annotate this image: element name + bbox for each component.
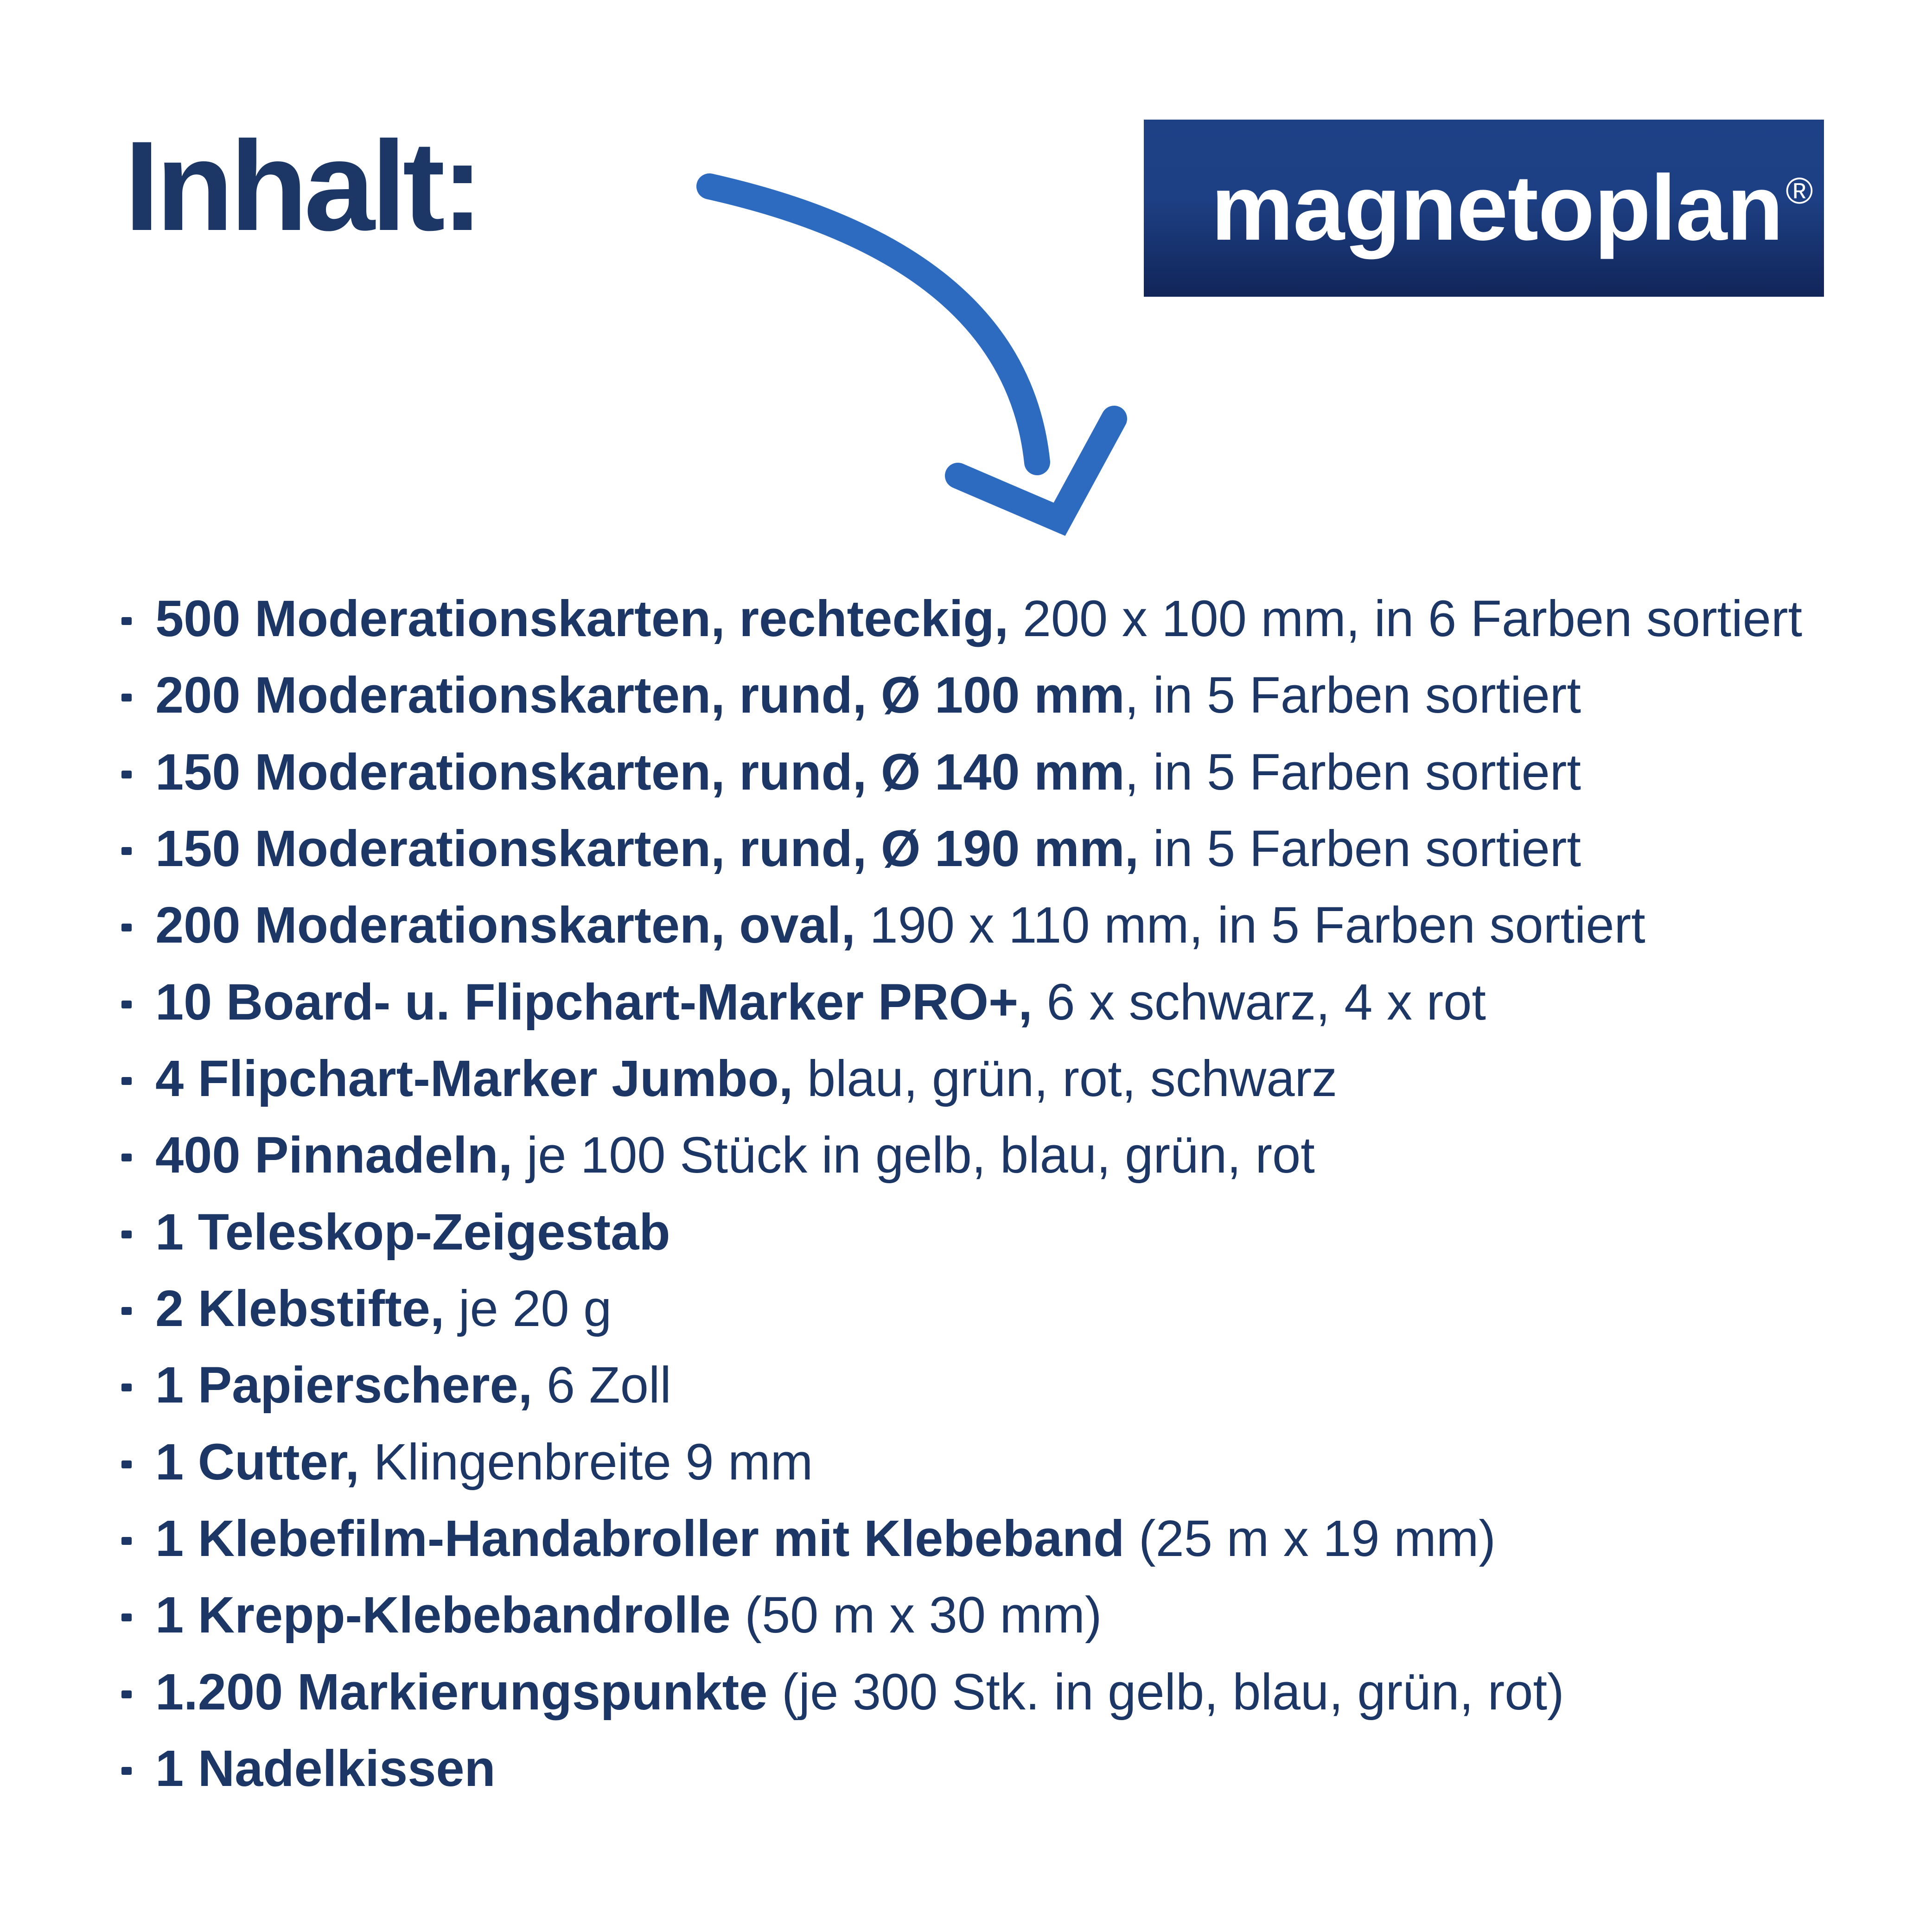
- list-item: [121, 1654, 1855, 1730]
- list-item-bold: 1 Klebefilm-Handabroller mit Klebeband: [155, 1510, 1125, 1567]
- list-item: [121, 810, 1855, 887]
- list-item: [121, 580, 1855, 657]
- bullet-icon: [121, 1460, 132, 1468]
- list-item-bold: 1 Papierschere,: [155, 1357, 533, 1414]
- list-item: [121, 1194, 1855, 1270]
- page-title: Inhalt:: [124, 115, 480, 257]
- bullet-icon: [121, 1690, 132, 1698]
- bullet-icon: [121, 1767, 132, 1775]
- list-item-bold: 400 Pinnadeln,: [155, 1127, 513, 1184]
- list-item: [121, 1117, 1855, 1193]
- list-item: [121, 1270, 1855, 1347]
- brand-logo-wrap: [1211, 155, 1813, 261]
- bullet-icon: [121, 771, 132, 778]
- list-item: [121, 1577, 1855, 1653]
- brand-logo: [1144, 120, 1824, 297]
- bullet-icon: [121, 694, 132, 701]
- list-item: [121, 734, 1855, 810]
- list-item-bold: 1 Teleskop-Zeigestab: [155, 1203, 670, 1261]
- brand-logo-text: magnetoplan: [1211, 156, 1783, 260]
- list-item-bold: 2 Klebstifte,: [155, 1280, 445, 1337]
- content-list: [121, 580, 1855, 1807]
- list-item-bold: 1 Cutter,: [155, 1433, 360, 1491]
- list-item-regular: Klingenbreite 9 mm: [359, 1433, 813, 1491]
- list-item: [121, 887, 1855, 963]
- list-item-regular: 6 x schwarz, 4 x rot: [1032, 973, 1486, 1031]
- list-item-bold: 10 Board- u. Flipchart-Marker PRO+,: [155, 973, 1033, 1031]
- bullet-icon: [121, 1384, 132, 1391]
- list-item-bold: 4 Flipchart-Marker Jumbo,: [155, 1050, 793, 1107]
- list-item-regular: , in 5 Farben sortiert: [1124, 743, 1581, 801]
- list-item: [121, 1347, 1855, 1423]
- arrow-tail-curve: [709, 186, 1037, 462]
- list-item-regular: (je 300 Stk. in gelb, blau, grün, rot): [767, 1663, 1564, 1721]
- registered-trademark-icon: ®: [1785, 170, 1813, 211]
- list-item-bold: 500 Moderationskarten, rechteckig,: [155, 590, 1009, 647]
- list-item-bold: 200 Moderationskarten, oval,: [155, 897, 855, 954]
- list-item-regular: in 5 Farben sortiert: [1139, 820, 1581, 877]
- list-item-bold: 1 Nadelkissen: [155, 1740, 496, 1797]
- bullet-icon: [121, 1537, 132, 1545]
- list-item: [121, 1730, 1855, 1807]
- bullet-icon: [121, 617, 132, 625]
- list-item: [121, 657, 1855, 733]
- list-item-regular: je 20 g: [444, 1280, 612, 1337]
- bullet-icon: [121, 1613, 132, 1621]
- list-item-regular: 200 x 100 mm, in 6 Farben sortiert: [1008, 590, 1803, 647]
- list-item-bold: 1.200 Markierungspunkte: [155, 1663, 768, 1721]
- list-item-regular: , in 5 Farben sortiert: [1124, 667, 1581, 724]
- bullet-icon: [121, 1077, 132, 1085]
- list-item-regular: je 100 Stück in gelb, blau, grün, rot: [512, 1127, 1315, 1184]
- list-item-bold: 200 Moderationskarten, rund, Ø 100 mm: [155, 667, 1125, 724]
- arrow-head: [958, 419, 1114, 519]
- bullet-icon: [121, 1154, 132, 1161]
- bullet-icon: [121, 1307, 132, 1315]
- list-item-bold: 150 Moderationskarten, rund, Ø 190 mm,: [155, 820, 1139, 877]
- list-item-bold: 1 Krepp-Klebebandrolle: [155, 1587, 731, 1644]
- list-item: [121, 1500, 1855, 1577]
- bullet-icon: [121, 1001, 132, 1008]
- list-item-regular: blau, grün, rot, schwarz: [793, 1050, 1338, 1107]
- list-item-regular: 6 Zoll: [532, 1357, 671, 1414]
- list-item-regular: (50 m x 30 mm): [730, 1587, 1102, 1644]
- bullet-icon: [121, 1231, 132, 1238]
- list-item-regular: 190 x 110 mm, in 5 Farben sortiert: [855, 897, 1645, 954]
- list-item-bold: 150 Moderationskarten, rund, Ø 140 mm: [155, 743, 1125, 801]
- bullet-icon: [121, 847, 132, 855]
- bullet-icon: [121, 924, 132, 931]
- list-item: [121, 964, 1855, 1040]
- list-item: [121, 1424, 1855, 1500]
- list-item: [121, 1040, 1855, 1117]
- list-item-regular: (25 m x 19 mm): [1124, 1510, 1496, 1567]
